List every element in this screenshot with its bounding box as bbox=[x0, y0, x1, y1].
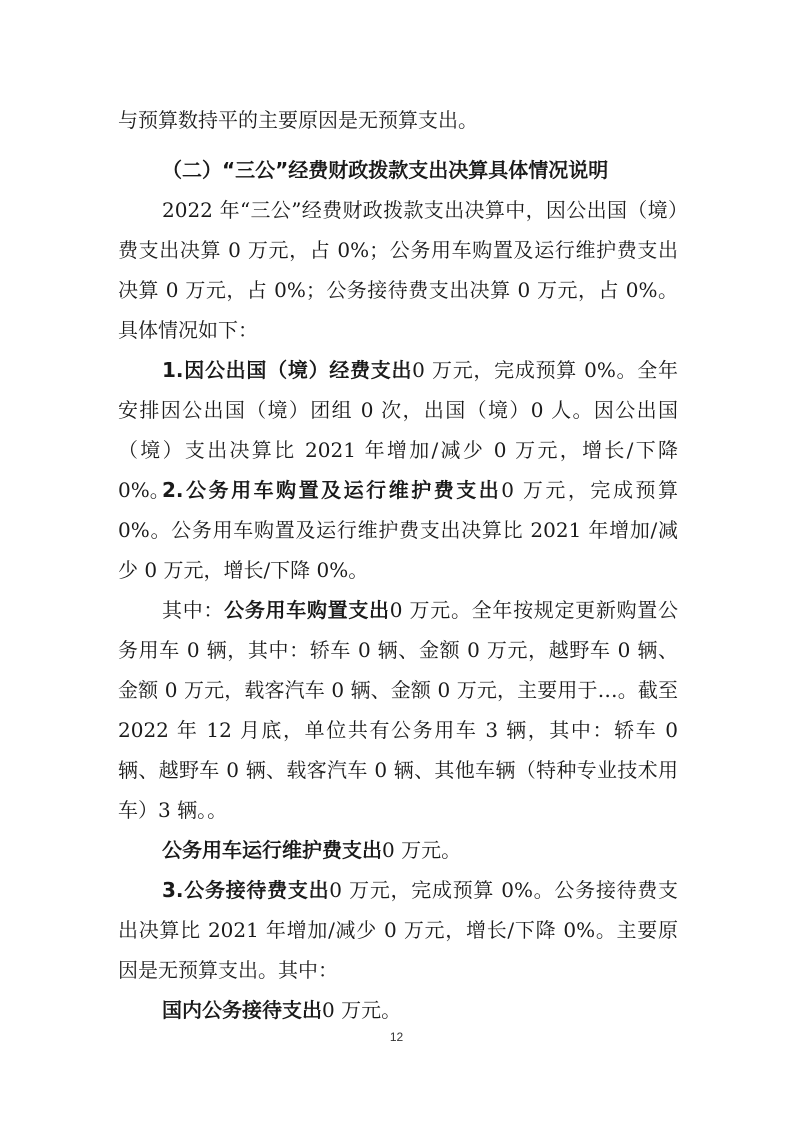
paragraph-vehicle-operation bbox=[118, 830, 678, 870]
text: 0 万元。 bbox=[322, 998, 402, 1022]
paragraph-domestic-reception bbox=[118, 990, 678, 1030]
paragraph-reception bbox=[118, 870, 678, 990]
paragraph-summary bbox=[118, 190, 678, 350]
paragraph-vehicles bbox=[118, 470, 678, 590]
bold-label: 公务用车购置支出 bbox=[224, 598, 390, 622]
text: 与预算数持平的主要原因是无预算支出。 bbox=[118, 108, 478, 132]
bold-label: 公务用车运行维护费支出 bbox=[162, 838, 382, 862]
text: 0 万元。全年按规定更新购置公务用车 0 辆，其中：轿车 0 辆、金额 0 万元，越野车 0 辆、金额 0 万元，载客汽车 0 辆、金额 0 万元，主要用于…。截至 2022 年 12 月底，单位共有公务用车 3 辆，其中：轿车 0 辆、越野车 0 辆、载客汽车 0 辆、其他车辆（特种专业技术用车）3 辆。。 bbox=[118, 598, 679, 822]
text: 0 万元，完成预算 0%。公务接待费支出决算比 2021 年增加/减少 0 万元，增长/下降 0%。主要原因是无预算支出。其中： bbox=[118, 878, 679, 982]
text: 0 万元，完成预算 0%。全年安排因公出国（境）团组 0 次，出国（境）0 人。因公出国（境）支出决算比 2021 年增加/减少 0 万元，增长/下降 0%。 bbox=[118, 358, 678, 502]
text: 2022 年“三公”经费财政拨款支出决算中，因公出国（境）费支出决算 0 万元，占 0%；公务用车购置及运行维护费支出决算 0 万元，占 0%；公务接待费支出决算 0 万元，占 0%。具体情况如下： bbox=[118, 198, 678, 342]
paragraph-continuation bbox=[118, 100, 678, 140]
bold-label: 2.公务用车购置及运行维护费支出 bbox=[162, 478, 502, 502]
page-number: 12 bbox=[389, 1030, 404, 1044]
bold-label: 3.公务接待费支出 bbox=[162, 878, 330, 902]
text: 其中： bbox=[162, 598, 225, 622]
paragraph-vehicle-purchase bbox=[118, 590, 678, 830]
bold-label: 1.因公出国（境）经费支出 bbox=[162, 358, 413, 382]
section-heading: （二）“三公”经费财政拨款支出决算具体情况说明 bbox=[162, 158, 609, 182]
text: 0 万元，完成预算 0%。公务用车购置及运行维护费支出决算比 2021 年增加/减少 0 万元，增长/下降 0%。 bbox=[118, 478, 678, 582]
text: 0 万元。 bbox=[382, 838, 462, 862]
bold-label: 国内公务接待支出 bbox=[162, 998, 322, 1022]
